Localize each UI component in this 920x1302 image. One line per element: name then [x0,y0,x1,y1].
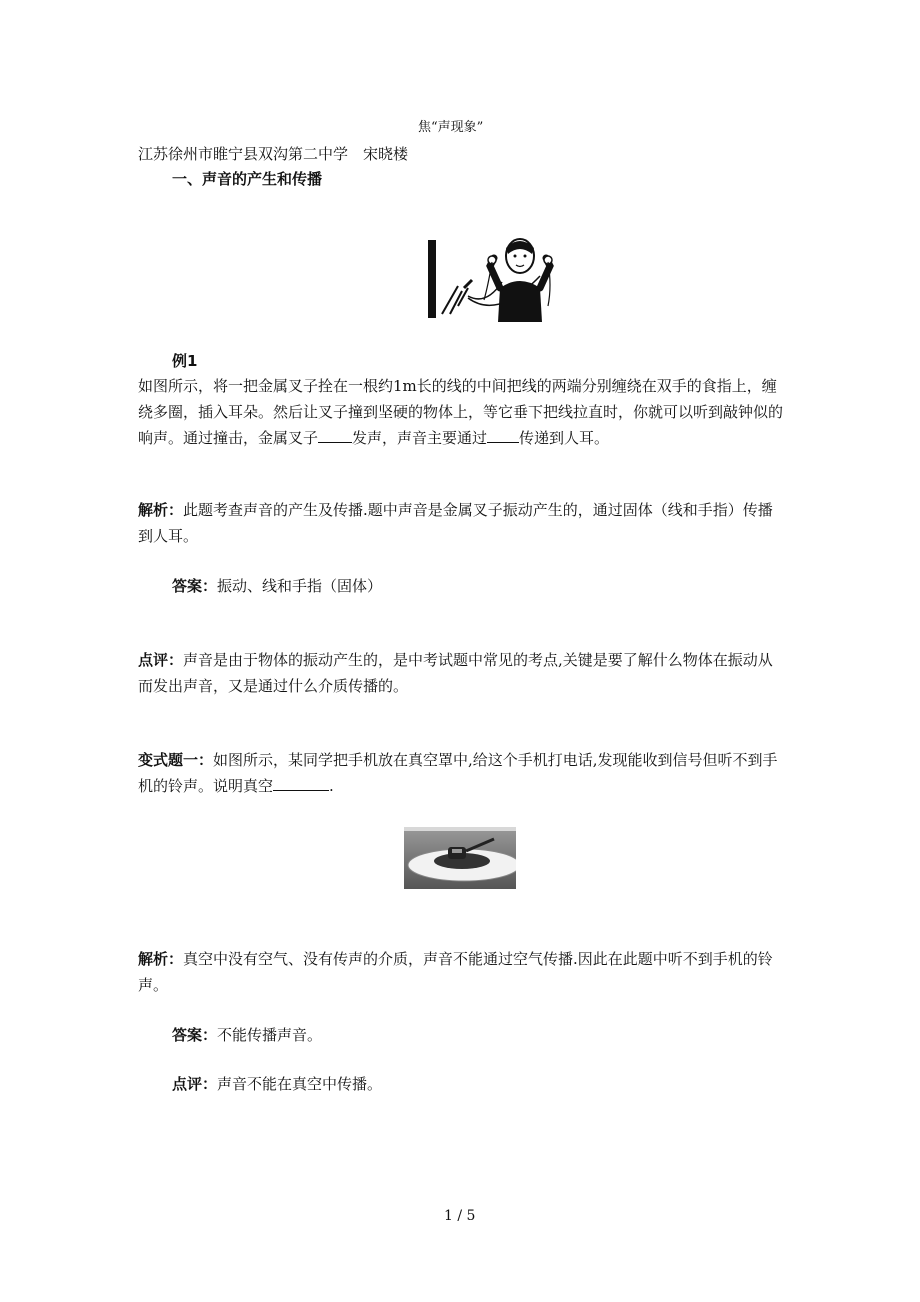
fork-experiment-figure [428,236,570,322]
page-title: 焦“声现象” [418,120,484,135]
variant-comment-label: 点评： [172,1075,218,1093]
variant-comment-text: 声音不能在真空中传播。 [217,1075,383,1093]
analysis-label: 解析： [138,501,184,519]
phone-on-plate-illustration [404,827,516,889]
variant-answer-text: 不能传播声音。 [217,1026,323,1044]
answer-label: 答案： [172,577,218,595]
example-question [138,373,783,451]
variant-label: 变式题一： [138,751,214,769]
variant-answer-blank [273,776,329,791]
variant-analysis-label: 解析： [138,950,184,968]
variant-answer-line [172,1024,322,1045]
answer-line [172,575,382,596]
comment-label: 点评： [138,651,184,669]
analysis-text: 此题考查声音的产生及传播.题中声音是金属叉子振动产生的，通过固体（线和手指）传播到人耳。 [138,501,773,545]
answer-text: 振动、线和手指（固体） [217,577,383,595]
answer-blank-2 [487,428,519,443]
analysis-paragraph [138,497,783,549]
comment-paragraph [138,647,783,699]
variant-answer-label: 答案： [172,1026,218,1044]
question-text-2: 发声，声音主要通过 [352,429,488,447]
fork-experiment-illustration [428,236,570,322]
variant-analysis-text: 真空中没有空气、没有传声的介质，声音不能通过空气传播.因此在此题中听不到手机的铃声。 [138,950,773,994]
phone-vacuum-figure [404,827,516,889]
example-label: 例1 [172,352,198,370]
comment-text: 声音是由于物体的振动产生的，是中考试题中常见的考点,关键是要了解什么物体在振动从而发出声音，又是通过什么介质传播的。 [138,651,773,695]
variant-question-text-1: 如图所示，某同学把手机放在真空罩中,给这个手机打电话,发现能收到信号但听不到手机的铃声。说明真空 [138,751,778,795]
page-number: 1 / 5 [444,1208,476,1224]
variant-question-text-2: . [329,777,334,795]
variant-analysis-paragraph [138,946,783,998]
variant-comment-line [172,1073,382,1094]
author-line: 江苏徐州市睢宁县双沟第二中学 宋晓楼 [138,145,409,163]
question-text-3: 传递到人耳。 [519,429,610,447]
variant-question [138,747,783,799]
answer-blank-1 [318,428,352,443]
question-text-1: 如图所示，将一把金属叉子拴在一根约1m长的线的中间把线的两端分别缠绕在双手的食指上，缠绕多圈，插入耳朵。然后让叉子撞到坚硬的物体上，等它垂下把线拉直时，你就可以听到敲钟似的响声。通过撞击，金属叉子 [138,377,784,447]
section-heading: 一、声音的产生和传播 [172,170,323,188]
